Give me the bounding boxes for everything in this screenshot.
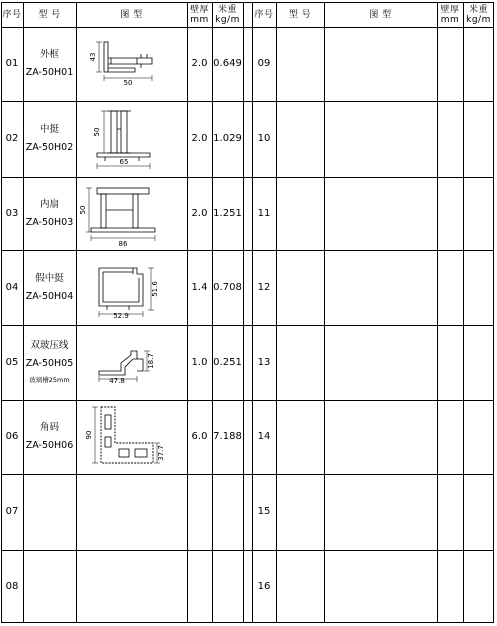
header-seq-label: 序号 [2, 9, 22, 20]
row-seq-label: 09 [257, 58, 271, 69]
dimension-width-label: 37.7 [156, 445, 165, 461]
row-seq [252, 325, 276, 400]
row-thickness [187, 27, 212, 101]
thickness-value: 6.0 [191, 431, 208, 442]
row-seq [1, 474, 23, 550]
row-seq [1, 27, 23, 101]
row-seq [252, 400, 276, 474]
row-seq-label: 12 [257, 281, 271, 293]
header-figure-label: 图 型 [369, 9, 392, 20]
header-model-label: 型 号 [38, 9, 61, 20]
dimension-height-label: 50 [78, 205, 87, 214]
header-model-label: 型 号 [288, 9, 312, 20]
row-model [23, 177, 76, 250]
dimension-height-label: 50 [92, 127, 101, 137]
weight-value: 7.188 [213, 431, 242, 442]
thickness-value: 1.4 [191, 281, 208, 293]
row-seq-label: 16 [257, 580, 271, 592]
header-thickness [437, 2, 463, 27]
profile-code: ZA-50H02 [25, 142, 74, 153]
row-seq-label: 04 [5, 281, 19, 293]
row-seq [252, 474, 276, 550]
row-seq-label: 15 [257, 506, 271, 517]
dimension-height-label: 18.7 [146, 352, 155, 369]
header-figure [324, 2, 437, 27]
dimension-height-label: 90 [84, 430, 93, 440]
row-seq-label: 02 [5, 133, 19, 144]
row-seq-label: 03 [5, 207, 19, 219]
weight-value: 0.708 [213, 281, 242, 293]
profile-name: 角码 [39, 422, 59, 433]
header-thickness-label: 壁厚 [440, 4, 460, 15]
row-figure [76, 325, 187, 400]
column-divider [324, 2, 325, 623]
profile-code: ZA-50H03 [25, 216, 74, 228]
header-weight [212, 2, 243, 27]
row-seq [252, 27, 276, 101]
header-weight-label: 米重 [217, 4, 237, 15]
profile-code: ZA-50H05 [25, 357, 74, 369]
row-weight [212, 27, 243, 101]
column-divider [243, 2, 244, 623]
row-thickness [187, 400, 212, 474]
row-seq-label: 14 [257, 431, 271, 442]
weight-value: 1.251 [213, 207, 242, 219]
header-seq-label: 序号 [254, 9, 274, 20]
header-seq [252, 2, 276, 27]
row-model [23, 474, 76, 550]
profile-name: 双玻压线 [30, 339, 69, 351]
row-seq-label: 13 [257, 356, 271, 368]
row-figure [76, 550, 187, 623]
row-seq-label: 11 [257, 207, 271, 219]
profile-name: 外框 [39, 49, 59, 60]
row-figure [76, 474, 187, 550]
row-seq [252, 550, 276, 623]
row-weight [212, 400, 243, 474]
profile-drawing [77, 103, 187, 175]
row-figure [76, 400, 187, 474]
profile-code: ZA-50H06 [25, 440, 74, 451]
row-figure [76, 101, 187, 177]
row-model [23, 550, 76, 623]
row-seq-label: 05 [5, 356, 19, 368]
profile-drawing [77, 327, 187, 399]
profile-name: 中挺 [39, 124, 59, 135]
profile-note: 玻璃槽25mm [29, 375, 70, 384]
dimension-width-label: 52.9 [112, 311, 129, 320]
column-divider [437, 2, 438, 623]
weight-value: 1.029 [213, 133, 242, 144]
profile-code: ZA-50H01 [25, 67, 74, 78]
profile-name: 内扇 [39, 198, 59, 210]
profile-drawing [77, 28, 187, 100]
header-seq [1, 2, 23, 27]
row-weight [212, 550, 243, 623]
thickness-value: 2.0 [191, 207, 208, 219]
row-figure [76, 177, 187, 250]
header-thickness-label: 壁厚 [189, 4, 209, 15]
row-seq [252, 177, 276, 250]
row-seq-label: 07 [5, 506, 19, 517]
header-weight [463, 2, 494, 27]
profile-drawing [77, 401, 187, 473]
row-model [23, 400, 76, 474]
row-thickness [187, 474, 212, 550]
weight-value: 0.251 [213, 356, 242, 368]
row-thickness [187, 250, 212, 325]
row-seq [1, 325, 23, 400]
dimension-width-label: 86 [118, 239, 127, 248]
header-thickness-unit: mm [440, 14, 460, 25]
row-thickness [187, 325, 212, 400]
row-model [23, 27, 76, 101]
dimension-width-label: 65 [119, 158, 128, 166]
row-model [23, 101, 76, 177]
header-weight-unit: kg/m [215, 14, 240, 25]
thickness-value: 2.0 [191, 133, 208, 144]
header-figure-label: 图 型 [120, 9, 143, 20]
header-weight-unit: kg/m [466, 14, 491, 25]
row-weight [212, 250, 243, 325]
row-weight [212, 474, 243, 550]
header-thickness [187, 2, 212, 27]
row-figure [76, 27, 187, 101]
row-thickness [187, 550, 212, 623]
row-weight [212, 177, 243, 250]
row-figure [76, 250, 187, 325]
profile-name: 假中挺 [35, 272, 64, 284]
row-seq-label: 10 [257, 133, 271, 144]
dimension-width-label: 50 [123, 79, 132, 87]
row-model [23, 250, 76, 325]
thickness-value: 1.0 [191, 356, 208, 368]
weight-value: 0.649 [213, 58, 242, 69]
row-seq-label: 06 [5, 431, 19, 442]
row-thickness [187, 177, 212, 250]
header-figure [76, 2, 187, 27]
row-seq [1, 177, 23, 250]
profile-drawing [77, 178, 187, 250]
header-model [276, 2, 324, 27]
row-seq [1, 250, 23, 325]
column-divider [276, 2, 277, 623]
row-model [23, 325, 76, 400]
profile-code: ZA-50H04 [25, 290, 74, 302]
header-weight-label: 米重 [468, 4, 488, 15]
row-weight [212, 101, 243, 177]
row-weight [212, 325, 243, 400]
row-seq [1, 101, 23, 177]
profile-drawing [77, 252, 187, 324]
row-seq [252, 250, 276, 325]
row-seq [1, 550, 23, 623]
dimension-width-label: 47.8 [108, 376, 125, 385]
thickness-value: 2.0 [191, 58, 208, 69]
dimension-height-label: 43 [88, 52, 97, 62]
row-seq-label: 01 [5, 58, 19, 69]
column-divider [463, 2, 464, 623]
dimension-height-label: 51.6 [150, 280, 159, 297]
header-model [23, 2, 76, 27]
header-thickness-unit: mm [190, 14, 209, 25]
row-seq [1, 400, 23, 474]
row-seq-label: 08 [5, 580, 19, 592]
row-thickness [187, 101, 212, 177]
row-seq [252, 101, 276, 177]
